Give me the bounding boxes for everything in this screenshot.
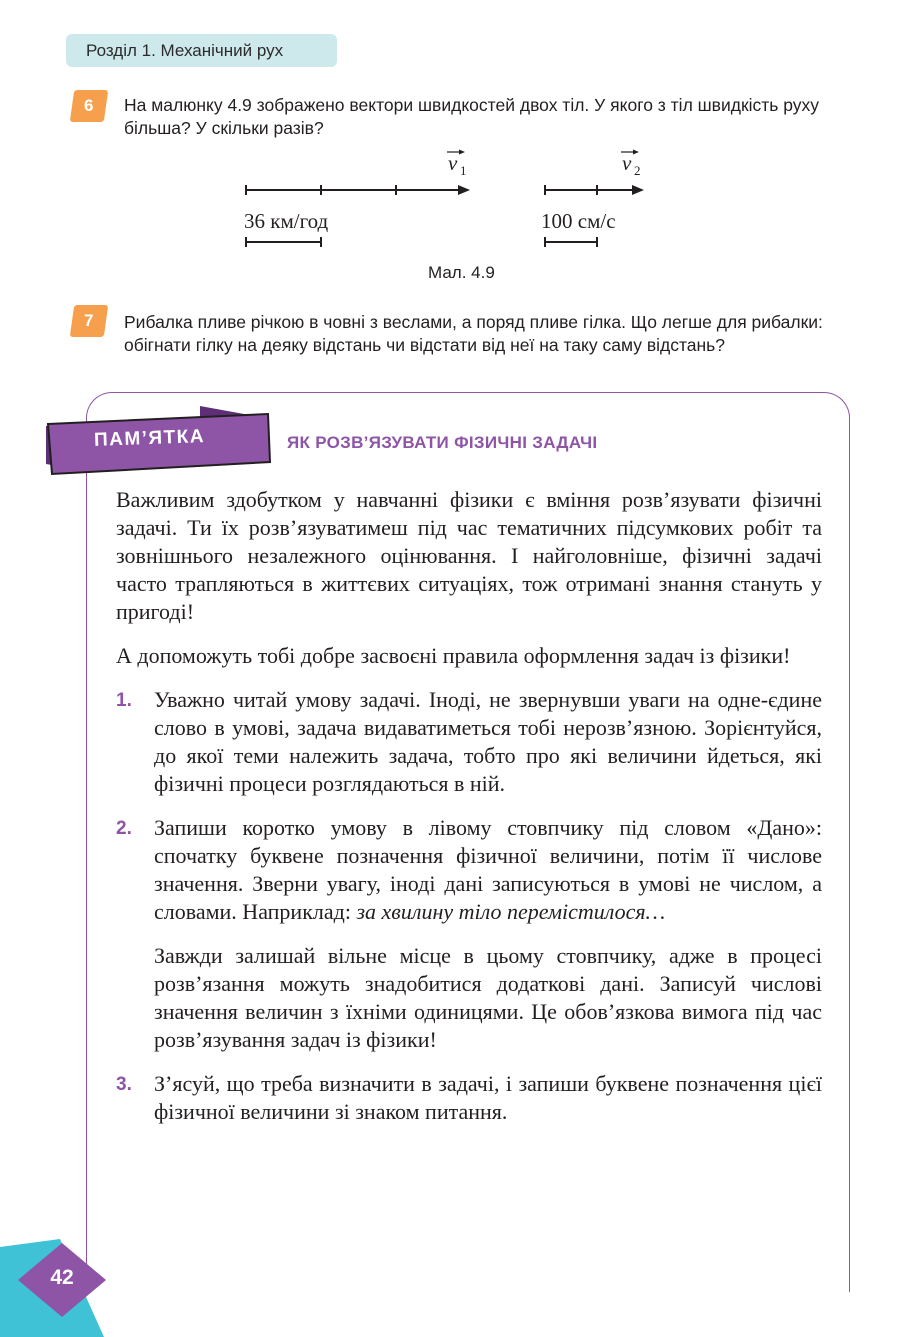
memo-body — [116, 486, 822, 1142]
question-text: На малюнку 4.9 зображено вектори швидкостей двох тіл. У якого з тіл швидкість руху більша? У скільки разів? — [124, 95, 820, 138]
memo-intro: Важливим здобутком у навчанні фізики є вміння розв’язувати фізичні задачі. Ти їх розв’язуватимеш під час тематичних підсумкових робіт та зовнішнього незалежного оцінювання. І найголовніше, фізичні задачі часто трапляються в життєвих ситуаціях, тож отримані знання стануть у пригоді! — [116, 487, 822, 624]
velocity-vectors-figure — [230, 148, 670, 278]
v1-subscript: 1 — [460, 163, 467, 178]
item-text-main: Запиши коротко умову в лівому стовпчику під словом «Дано»: спочатку буквене позначення фізичної величини, потім її числове значення. Зверни увагу, іноді дані записуються в умові не числом, а словами. Наприклад: — [154, 815, 822, 924]
page-number: 42 — [50, 1266, 74, 1289]
question-number-badge: 7 — [70, 305, 108, 337]
v1-label: v — [448, 151, 458, 175]
question-text: Рибалка пливе річкою в човні з веслами, а поряд пливе гілка. Що легше для рибалки: обігнати гілку на деяку відстань чи відстати від неї на таку саму відстань? — [124, 312, 823, 355]
item-text — [154, 814, 822, 926]
item-number: 3. — [116, 1074, 132, 1095]
v2-subscript: 2 — [634, 163, 641, 178]
v2-label: v — [622, 151, 632, 175]
v1-arrowhead — [458, 185, 470, 195]
item-number: 2. — [116, 818, 132, 839]
figure-caption: Мал. 4.9 — [428, 263, 495, 282]
memo-list-item — [116, 686, 822, 798]
memo-title: ЯК РОЗВ’ЯЗУВАТИ ФІЗИЧНІ ЗАДАЧІ — [287, 433, 598, 452]
item-number: 1. — [116, 690, 132, 711]
scale2-label: 100 см/с — [541, 209, 616, 233]
memo-list-item — [116, 1070, 822, 1126]
item-text-continued: Завжди залишай вільне місце в цьому стовпчику, адже в процесі розв’язання можуть знадобитися додаткові дані. Записуй числові значення величин з їхніми одиницями. Це обов’язкова вимога під час розв’язування задач із фізики! — [154, 943, 822, 1052]
item-text: З’ясуй, що треба визначити в задачі, і запиши буквене позначення цієї фізичної величини зі знаком питання. — [154, 1071, 822, 1124]
memo-badge-label: ПАМ’ЯТКА — [93, 426, 206, 451]
item-text: Уважно читай умову задачі. Іноді, не звернувши уваги на одне-єдине слово в умові, задача видаватиметься тобі нерозв’язною. Зорієнтуйся, до якої теми належить задача, тобто про які величини йдеться, які фізичні процеси розглядаються в ній. — [154, 687, 822, 796]
item-example: за хвилину тіло перемістилося… — [356, 899, 666, 924]
question-number-badge: 6 — [70, 90, 108, 122]
chapter-header: Розділ 1. Механічний рух — [66, 34, 337, 67]
figure-drawing — [230, 148, 670, 278]
memo-list-item — [116, 814, 822, 1054]
v2-arrowhead — [632, 185, 644, 195]
scale1-label: 36 км/год — [244, 209, 329, 233]
memo-intro-2: А допоможуть тобі добре засвоєні правила оформлення задач із фізики! — [116, 643, 791, 668]
